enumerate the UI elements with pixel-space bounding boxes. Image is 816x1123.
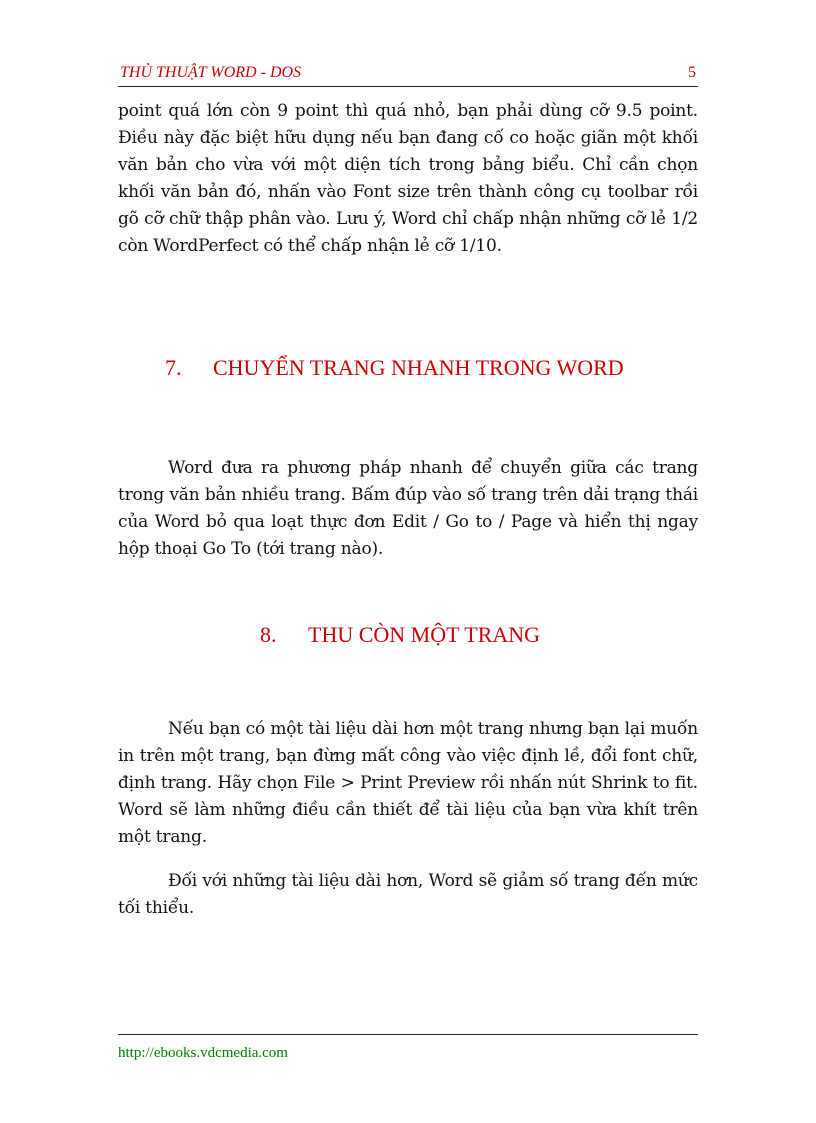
section-7-heading (165, 355, 624, 381)
section-8-number: 8. (260, 622, 277, 647)
section-7-number: 7. (165, 355, 182, 380)
section-7-title: CHUYỂN TRANG NHANH TRONG WORD (213, 355, 624, 380)
section-8-title: THU CÒN MỘT TRANG (308, 622, 541, 647)
header-title: THỦ THUẬT WORD - DOS (120, 64, 302, 81)
section-8-paragraph-1: Nếu bạn có một tài liệu dài hơn một trang nhưng bạn lại muốn in trên một trang, bạn đừng mất công vào việc định lề, đổi font chữ, định trang. Hãy chọn File > Print Preview rồi nhấn nút Shrink to fit. Word sẽ làm những điều cần thiết để tài liệu của bạn vừa khít trên một trang. (118, 719, 698, 847)
section-8-paragraph-2: Đối với những tài liệu dài hơn, Word sẽ giảm số trang đến mức tối thiểu. (118, 871, 698, 918)
intro-paragraph: point quá lớn còn 9 point thì quá nhỏ, bạn phải dùng cỡ 9.5 point. Điều này đặc biệt hữu dụng nếu bạn đang cố co hoặc giãn một khối văn bản cho vừa với một diện tích trong bảng biểu. Chỉ cần chọn khối văn bản đó, nhấn vào Font size trên thành công cụ toolbar rồi gõ cỡ chữ thập phân vào. Lưu ý, Word chỉ chấp nhận những cỡ lẻ 1/2 còn WordPerfect có thể chấp nhận lẻ cỡ 1/10. (118, 101, 698, 256)
section-8-heading (260, 622, 540, 648)
section-7-paragraph: Word đưa ra phương pháp nhanh để chuyển giữa các trang trong văn bản nhiều trang. Bấm đúp vào số trang trên dải trạng thái của Word bỏ qua loạt thực đơn Edit / Go to / Page và hiển thị ngay hộp thoại Go To (tới trang nào). (118, 458, 698, 559)
page-number: 5 (688, 64, 696, 81)
page-header (118, 62, 698, 87)
footer-divider (118, 1034, 698, 1035)
footer-link[interactable]: http://ebooks.vdcmedia.com (118, 1045, 288, 1061)
